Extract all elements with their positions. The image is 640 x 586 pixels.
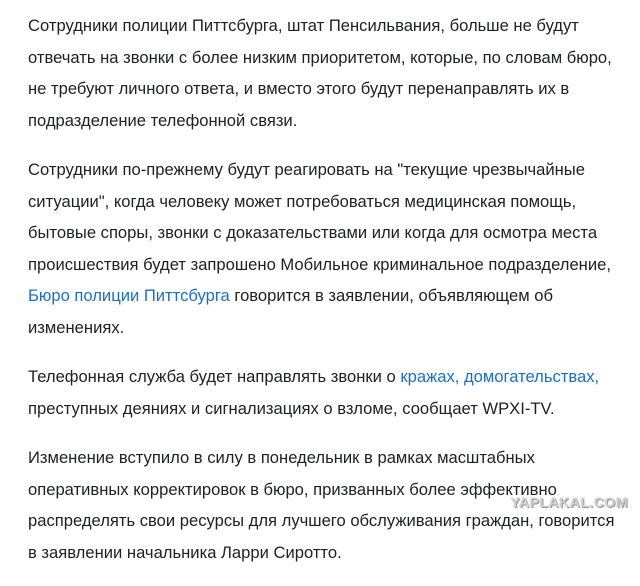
text-line: подразделение телефонной связи.	[28, 110, 298, 130]
text-line: отвечать на звонки с более низким приоритетом, которые, по словам бюро,	[28, 47, 612, 67]
site-watermark: YAPLAKAL.COM	[510, 494, 628, 510]
paragraph-1	[28, 10, 628, 136]
text-line: Сотрудники по-прежнему будут реагировать на "текущие чрезвычайные	[28, 160, 585, 179]
text-line: ситуации", когда человеку может потребоваться медицинская помощь,	[28, 191, 577, 211]
text-line: в заявлении начальника Ларри Сиротто.	[28, 542, 342, 562]
text-line: оперативных корректировок в бюро, призванных более эффективно	[28, 479, 557, 499]
text-line: происшествия будет запрошено Мобильное криминальное подразделение,	[28, 254, 611, 274]
paragraph-2	[28, 154, 628, 343]
text-line	[28, 361, 628, 393]
text-line: бытовые споры, звонки с доказательствами или когда для осмотра места	[28, 223, 598, 242]
pittsburgh-police-bureau-link[interactable]: Бюро полиции Питтсбурга	[28, 286, 230, 305]
text-line: Изменение вступило в силу в понедельник в рамках масштабных	[28, 448, 535, 467]
thefts-harassment-link[interactable]: кражах, домогательствах,	[400, 367, 600, 386]
text-line: преступных деяниях и сигнализациях о взломе, сообщает WPXI-TV.	[28, 398, 555, 418]
paragraph-3	[28, 361, 628, 424]
text-segment: говорится в заявлении, объявляющем об	[229, 286, 554, 305]
text-line	[28, 280, 628, 312]
text-line: изменениях.	[28, 317, 125, 337]
text-line: Сотрудники полиции Питтсбурга, штат Пенсильвания, больше не будут	[28, 16, 579, 35]
text-line: не требуют личного ответа, и вместо этого будут перенаправлять их в	[28, 79, 570, 98]
text-line: распределять свои ресурсы для лучшего обслуживания граждан, говорится	[28, 511, 615, 530]
text-segment: Телефонная служба будет направлять звонки о	[28, 367, 401, 386]
